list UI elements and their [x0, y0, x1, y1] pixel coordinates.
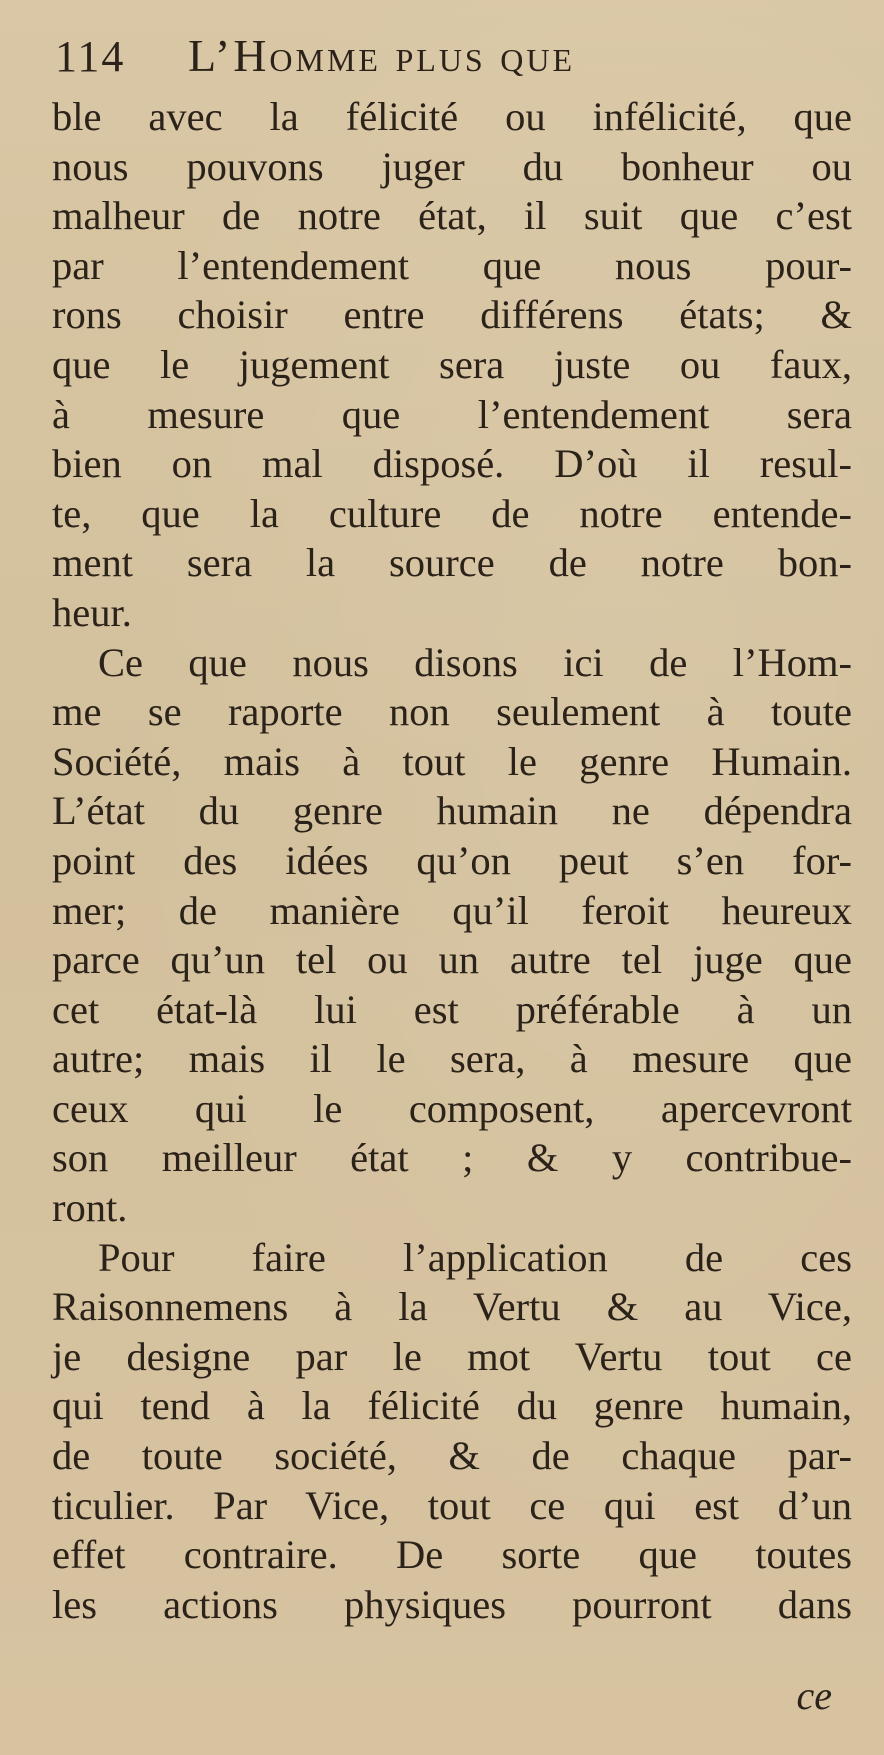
text-line: heur.: [52, 589, 132, 635]
text-line: effet contraire. De sorte que toutes: [52, 1532, 852, 1578]
text-line: malheur de notre état, il suit que c’est: [52, 193, 852, 239]
body-text: [52, 92, 852, 1629]
text-line: te, que la culture de notre entende-: [52, 490, 852, 536]
text-line: Raisonnemens à la Vertu & au Vice,: [52, 1284, 852, 1330]
page-header: [55, 22, 835, 90]
text-line: à mesure que l’entendement sera: [52, 391, 852, 437]
text-line: rons choisir entre différens états; &: [52, 292, 852, 338]
text-line: L’état du genre humain ne dépendra: [52, 788, 852, 834]
text-line: que le jugement sera juste ou faux,: [52, 341, 852, 387]
page-number: 114: [55, 32, 126, 81]
catchword: ce: [796, 1673, 832, 1718]
text-line: autre; mais il le sera, à mesure que: [52, 1036, 852, 1082]
paragraph-start-line: Ce que nous disons ici de l’Hom-: [98, 639, 852, 685]
text-line: Société, mais à tout le genre Humain.: [52, 738, 852, 784]
text-line: ment sera la source de notre bon-: [52, 540, 852, 586]
text-line: ticulier. Par Vice, tout ce qui est d’un: [52, 1482, 852, 1528]
text-line: par l’entendement que nous pour-: [52, 242, 852, 288]
text-line: ront.: [52, 1185, 128, 1231]
text-line: cet état-là lui est préférable à un: [52, 986, 852, 1032]
text-line: bien on mal disposé. D’où il resul-: [52, 441, 852, 487]
text-line: me se raporte non seulement à toute: [52, 689, 852, 735]
text-line: mer; de manière qu’il feroit heureux: [52, 887, 852, 933]
text-line: point des idées qu’on peut s’en for-: [52, 837, 852, 883]
text-line: les actions physiques pourront dans: [52, 1581, 852, 1627]
text-line: ble avec la félicité ou infélicité, que: [52, 94, 852, 139]
text-line: je designe par le mot Vertu tout ce: [52, 1333, 852, 1379]
running-title: L’Homme plus que: [188, 30, 575, 81]
text-line: de toute société, & de chaque par-: [52, 1433, 852, 1479]
paragraph-start-line: Pour faire l’application de ces: [98, 1234, 852, 1280]
text-line: son meilleur état ; & y contribue-: [52, 1135, 852, 1181]
text-line: ceux qui le composent, apercevront: [52, 1085, 852, 1131]
text-line: qui tend à la félicité du genre humain,: [52, 1383, 852, 1429]
text-line: nous pouvons juger du bonheur ou: [52, 143, 852, 189]
text-line: parce qu’un tel ou un autre tel juge que: [52, 937, 852, 983]
